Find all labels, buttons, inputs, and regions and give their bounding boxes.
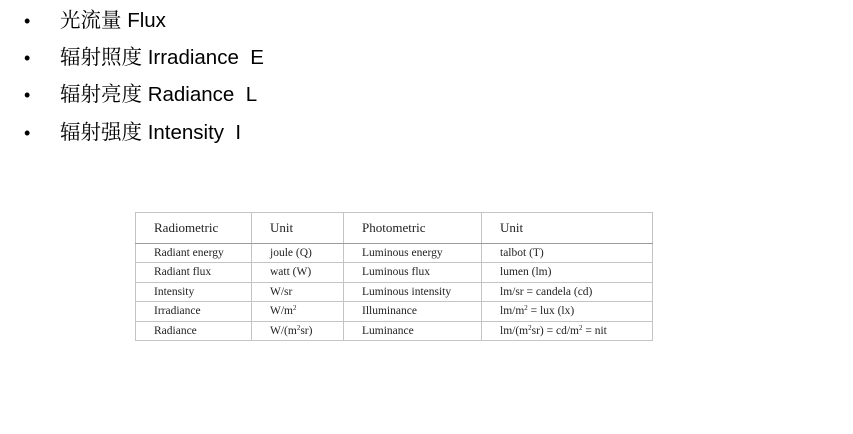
table-header-row [136,213,653,244]
units-table [135,212,653,341]
cell-photometric: Luminous flux [344,263,482,282]
table-row [136,263,653,282]
cell-photometric: Illuminance [344,302,482,321]
table-row [136,282,653,301]
cell-radiometric: Radiance [136,321,252,340]
unit-text: = lux (lx) [527,305,575,318]
bullet-dot: • [24,11,31,31]
cell-unit: W/sr [252,282,344,301]
unit-text: lm/(m [500,324,529,337]
table-row [136,243,653,262]
cell-photometric: Luminance [344,321,482,340]
superscript: 2 [524,304,528,313]
cell-photometric: Luminous energy [344,243,482,262]
bullet-item-intensity [24,118,241,148]
bullet-item-flux [24,6,166,36]
table-row [136,321,653,340]
bullet-dot: • [24,48,31,68]
cell-radiometric: Radiant flux [136,263,252,282]
header-radiometric: Radiometric [136,213,252,244]
unit-text: = nit [582,324,607,337]
cell-unit [252,302,344,321]
cell-radiometric: Intensity [136,282,252,301]
header-photometric: Photometric [344,213,482,244]
unit-text: sr) = cd/m [531,324,579,337]
unit-text: W/(m [270,324,297,337]
cell-photometric: Luminous intensity [344,282,482,301]
superscript: 2 [296,323,301,332]
header-unit: Unit [252,213,344,244]
cell-photometric-unit [482,302,653,321]
cell-photometric-unit [482,321,653,340]
unit-text: sr) [300,324,313,337]
superscript: 2 [293,304,297,313]
cell-photometric-unit: lumen (lm) [482,263,653,282]
superscript: 2 [579,323,583,332]
table-row [136,302,653,321]
cell-photometric-unit: lm/sr = candela (cd) [482,282,653,301]
bullet-text: 光流量 Flux [60,9,166,32]
cell-radiometric: Radiant energy [136,243,252,262]
bullet-item-radiance [24,80,257,110]
cell-photometric-unit: talbot (T) [482,243,653,262]
unit-text: lm/m [500,305,525,318]
header-photometric-unit: Unit [482,213,653,244]
bullet-dot: • [24,123,31,143]
bullet-item-irradiance [24,43,264,73]
superscript: 2 [528,323,532,332]
cell-unit: watt (W) [252,263,344,282]
cell-radiometric: Irradiance [136,302,252,321]
bullet-text: 辐射亮度 Radiance L [60,83,258,106]
cell-unit: joule (Q) [252,243,344,262]
bullet-text: 辐射强度 Intensity I [60,121,242,144]
bullet-text: 辐射照度 Irradiance E [60,46,264,69]
bullet-dot: • [24,85,31,105]
cell-unit [252,321,344,340]
unit-text: W/m [270,305,293,318]
